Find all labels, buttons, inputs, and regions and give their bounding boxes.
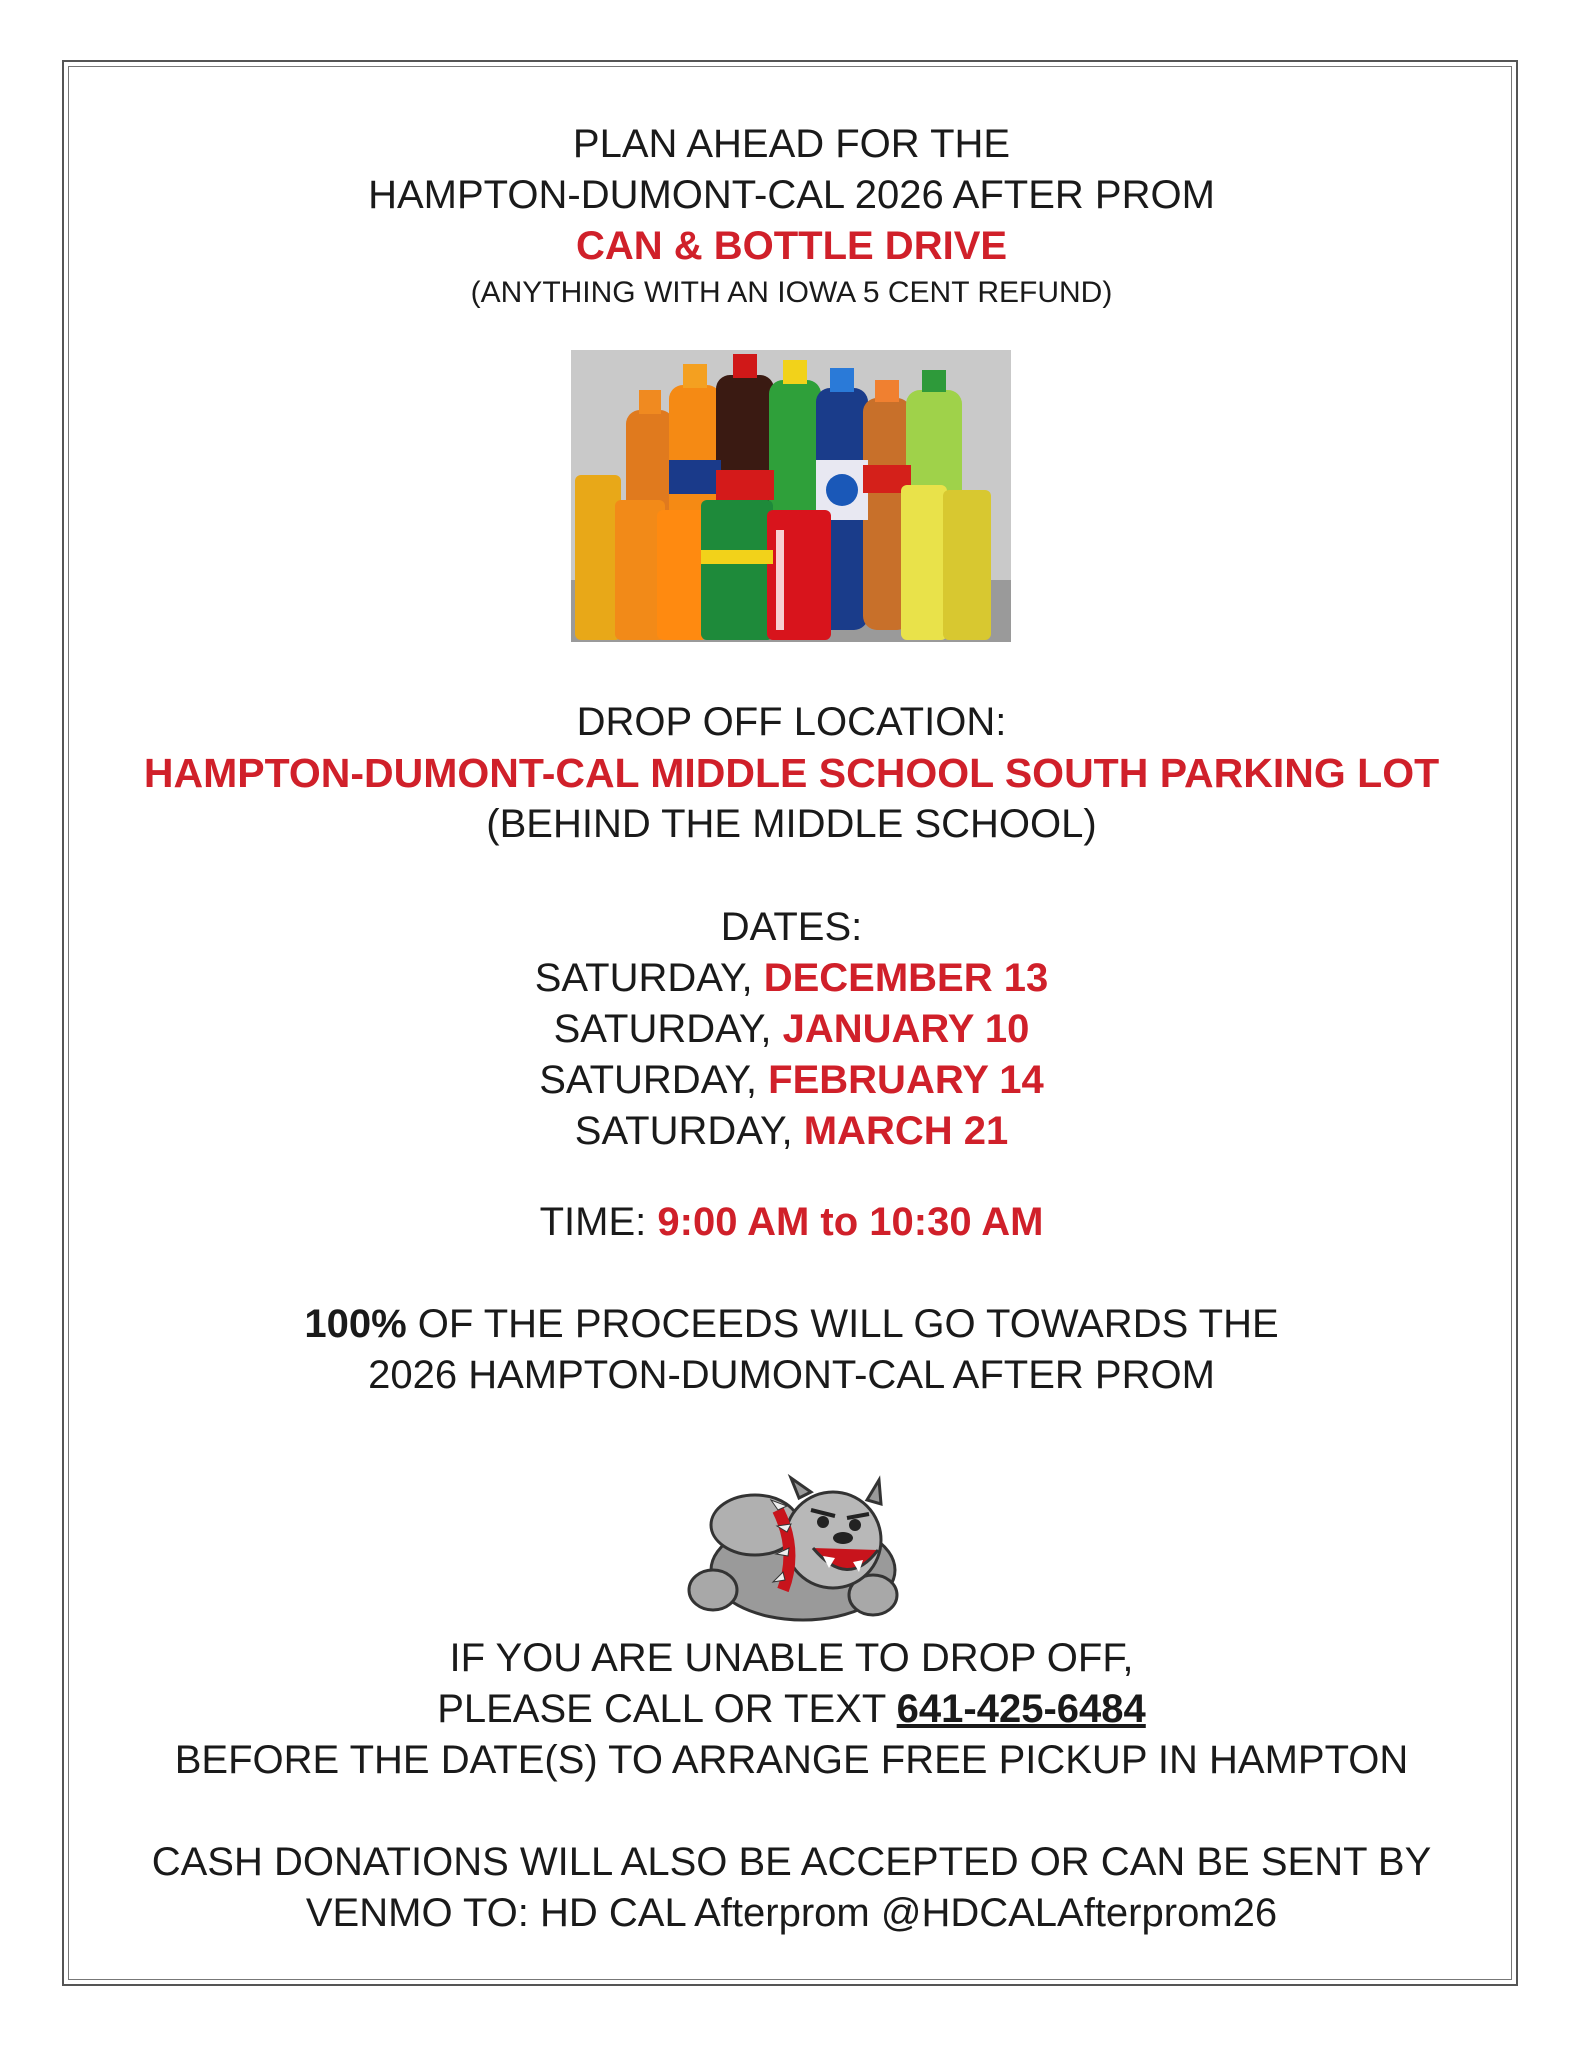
proceeds-line-2: 2026 HAMPTON-DUMONT-CAL AFTER PROM <box>368 1353 1215 1397</box>
date-value: MARCH 21 <box>803 1109 1009 1153</box>
phone-number[interactable]: 641-425-6484 <box>896 1687 1146 1731</box>
date-row <box>0 1111 1583 1151</box>
date-value: FEBRUARY 14 <box>768 1058 1044 1102</box>
proceeds-percent: 100% <box>304 1302 407 1346</box>
dropoff-place: HAMPTON-DUMONT-CAL MIDDLE SCHOOL SOUTH PARKING LOT <box>143 750 1440 796</box>
date-row <box>0 1009 1583 1049</box>
proceeds-line-1 <box>0 1304 1583 1344</box>
cans-and-bottles-photo <box>571 350 1011 642</box>
pickup-line-2 <box>0 1689 1583 1729</box>
time-row <box>0 1202 1583 1242</box>
dropoff-label: DROP OFF LOCATION: <box>576 700 1007 744</box>
time-label: TIME: <box>539 1200 647 1244</box>
bulldog-mascot-icon <box>683 1470 901 1630</box>
pickup-line-1: IF YOU ARE UNABLE TO DROP OFF, <box>449 1636 1134 1680</box>
pickup-prefix: PLEASE CALL OR TEXT <box>437 1687 886 1731</box>
dates-label: DATES: <box>720 905 863 949</box>
date-day: SATURDAY, <box>539 1058 758 1102</box>
pickup-line-3: BEFORE THE DATE(S) TO ARRANGE FREE PICKUP IN HAMPTON <box>174 1738 1409 1782</box>
date-day: SATURDAY, <box>534 956 753 1000</box>
donations-line-1: CASH DONATIONS WILL ALSO BE ACCEPTED OR CAN BE SENT BY <box>151 1840 1432 1884</box>
refund-note: (ANYTHING WITH AN IOWA 5 CENT REFUND) <box>470 276 1113 309</box>
event-title: CAN & BOTTLE DRIVE <box>575 224 1008 268</box>
date-value: DECEMBER 13 <box>763 956 1049 1000</box>
donations-line-2: VENMO TO: HD CAL Afterprom @HDCALAfterprom26 <box>305 1891 1278 1935</box>
date-value: JANUARY 10 <box>782 1007 1030 1051</box>
date-row <box>0 958 1583 998</box>
date-row <box>0 1060 1583 1100</box>
proceeds-text: OF THE PROCEEDS WILL GO TOWARDS THE <box>417 1302 1279 1346</box>
date-day: SATURDAY, <box>553 1007 772 1051</box>
date-day: SATURDAY, <box>574 1109 793 1153</box>
header-line-1: PLAN AHEAD FOR THE <box>572 122 1011 166</box>
time-value: 9:00 AM to 10:30 AM <box>657 1200 1044 1244</box>
dropoff-detail: (BEHIND THE MIDDLE SCHOOL) <box>486 802 1097 846</box>
header-line-2: HAMPTON-DUMONT-CAL 2026 AFTER PROM <box>368 173 1215 217</box>
